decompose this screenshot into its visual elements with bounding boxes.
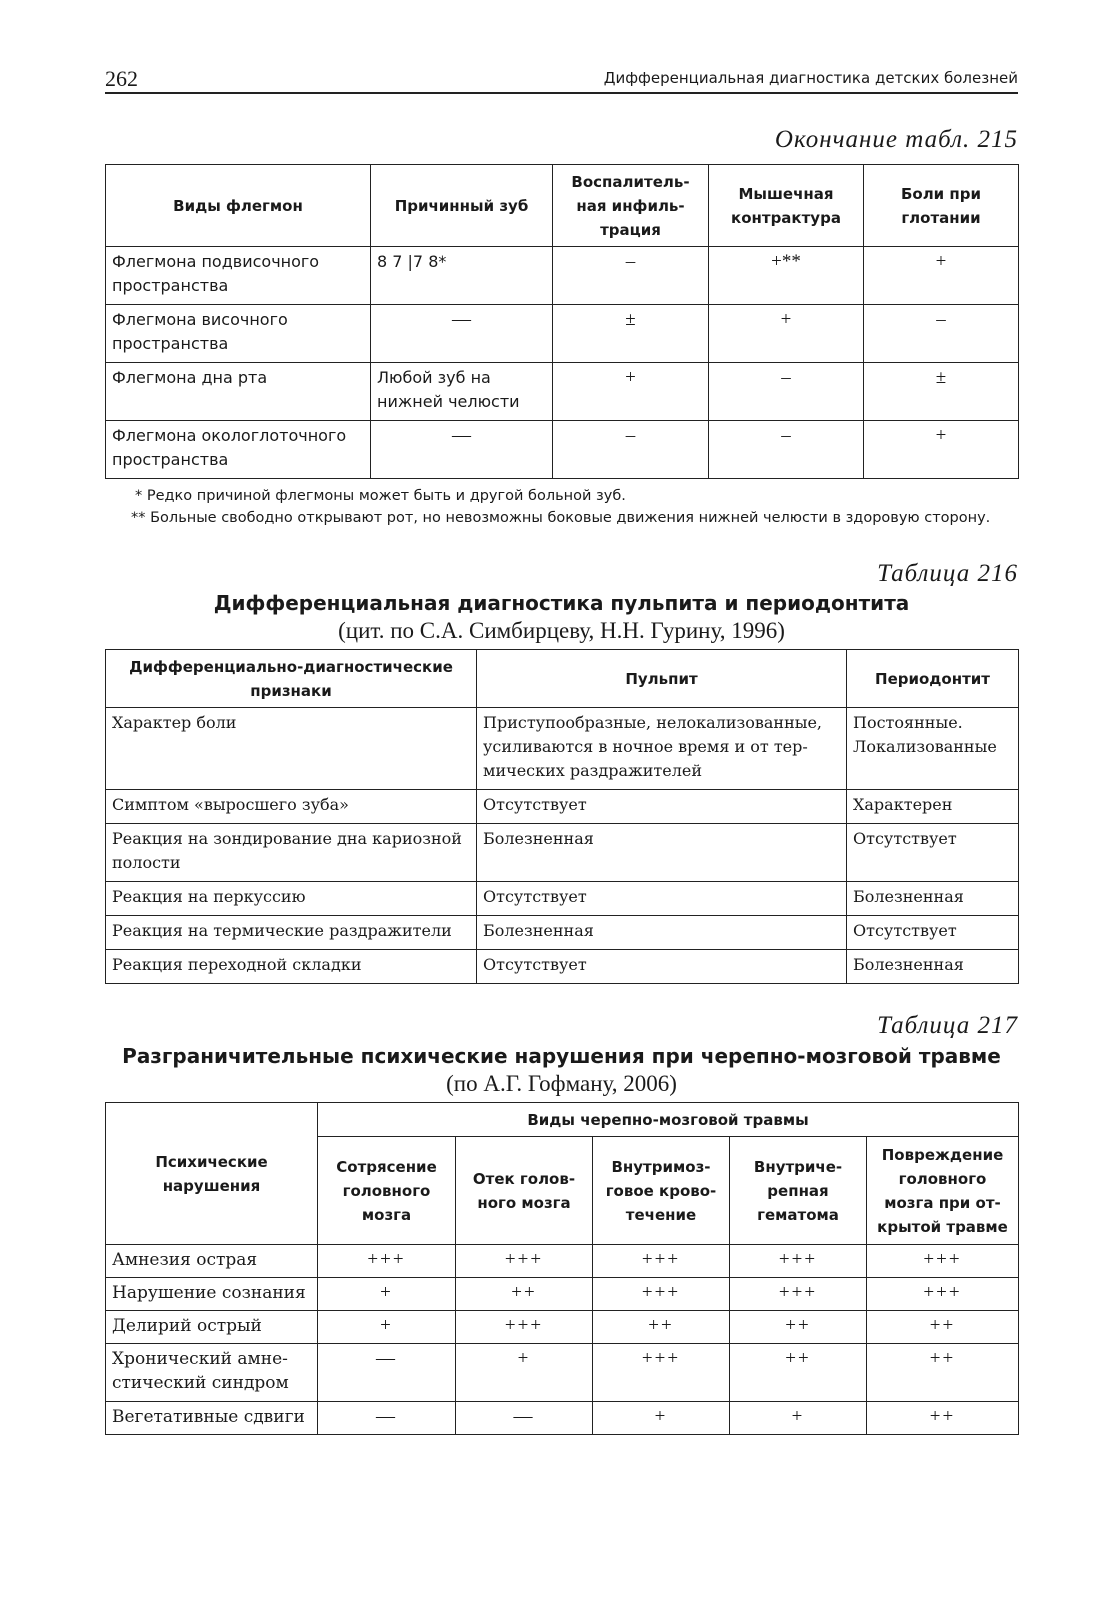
table-cell: Флегмона подвисочного пространства (106, 247, 371, 305)
table-row (106, 305, 1019, 363)
table-cell: + (709, 305, 864, 363)
table-cell: Отсутствует (477, 790, 847, 824)
page-number: 262 (105, 66, 138, 91)
table-cell: ++ (867, 1402, 1019, 1435)
table-215-caption: Окончание табл. 215 (774, 126, 1018, 153)
table-row (106, 1311, 1019, 1344)
table-cell: +++ (593, 1245, 730, 1278)
table-row (106, 363, 1019, 421)
table-cell: + (864, 421, 1019, 479)
table-216-subtitle: (цит. по С.А. Симбирцеву, Н.Н. Гурину, 1996) (338, 618, 785, 643)
table-row (106, 1278, 1019, 1311)
table-cell: +++ (867, 1245, 1019, 1278)
table-cell: Болезненная (847, 950, 1019, 984)
table-cell: – (553, 421, 709, 479)
column-header: Повреждение головного мозга при от-крытой травме (867, 1137, 1019, 1245)
table-cell: — (371, 305, 553, 363)
column-header: Отек голов-ного мозга (456, 1137, 593, 1245)
table-cell: Реакция на зондирование дна кариозной полости (106, 824, 477, 882)
table-cell: ++ (593, 1311, 730, 1344)
table-cell: +++ (318, 1245, 456, 1278)
table-cell: ++ (867, 1344, 1019, 1402)
table-row (106, 790, 1019, 824)
table-row (106, 708, 1019, 790)
table-header-row (106, 650, 1019, 708)
footnote: ** Больные свободно открывают рот, но невозможны боковые движения нижней челюсти в здоровую сторону. (131, 510, 991, 526)
table-cell: Реакция переходной складки (106, 950, 477, 984)
table-cell: Отсутствует (477, 882, 847, 916)
table-cell: ++ (456, 1278, 593, 1311)
table-cell: Флегмона височного пространства (106, 305, 371, 363)
table-cell: Любой зуб на нижней челюсти (371, 363, 553, 421)
table-216-caption: Таблица 216 (877, 560, 1018, 587)
table-217-subtitle: (по А.Г. Гофману, 2006) (446, 1071, 677, 1096)
table-row (106, 824, 1019, 882)
table-cell: Болезненная (477, 916, 847, 950)
table-217 (105, 1102, 1019, 1435)
column-group-header: Виды черепно-мозговой травмы (318, 1103, 1019, 1137)
table-cell: ++ (730, 1344, 867, 1402)
table-cell: Приступообразные, нелокализованные, усиливаются в ночное время и от тер-мических раздражителей (477, 708, 847, 790)
table-cell: Отсутствует (847, 916, 1019, 950)
table-cell: — (456, 1402, 593, 1435)
table-cell: – (553, 247, 709, 305)
table-cell: Делирий острый (106, 1311, 318, 1344)
column-header: Внутриче-репная гематома (730, 1137, 867, 1245)
table-216 (105, 649, 1019, 984)
table-217-title: Разграничительные психические нарушения при черепно-мозговой травме (122, 1044, 1001, 1068)
table-cell: ++ (730, 1311, 867, 1344)
table-cell: +++ (730, 1245, 867, 1278)
table-cell: + (318, 1311, 456, 1344)
column-header: Внутримоз-говое крово-течение (593, 1137, 730, 1245)
table-216-title: Дифференциальная диагностика пульпита и периодонтита (213, 591, 910, 615)
table-cell: + (456, 1344, 593, 1402)
table-cell: Болезненная (847, 882, 1019, 916)
book-page (105, 62, 1018, 1435)
table-cell: +++ (730, 1278, 867, 1311)
table-cell: — (318, 1344, 456, 1402)
table-cell: + (553, 363, 709, 421)
table-cell: 8 7 |7 8* (371, 247, 553, 305)
table-cell: Характер боли (106, 708, 477, 790)
table-cell: Болезненная (477, 824, 847, 882)
table-cell: – (709, 363, 864, 421)
running-header (105, 62, 1018, 94)
column-header: Мышечная контрактура (709, 165, 864, 247)
table-cell: +++ (456, 1245, 593, 1278)
table-cell: +++ (593, 1344, 730, 1402)
table-cell: Симптом «выросшего зуба» (106, 790, 477, 824)
table-header-row (106, 165, 1019, 247)
table-cell: Реакция на перкуссию (106, 882, 477, 916)
table-cell: — (371, 421, 553, 479)
table-cell: + (318, 1278, 456, 1311)
table-cell: +++ (456, 1311, 593, 1344)
table-cell: +++ (593, 1278, 730, 1311)
table-cell: Отсутствует (477, 950, 847, 984)
table-cell: + (864, 247, 1019, 305)
column-header: Пульпит (477, 650, 847, 708)
table-row (106, 1245, 1019, 1278)
table-cell: Флегмона окологлоточного пространства (106, 421, 371, 479)
table-cell: + (730, 1402, 867, 1435)
table-cell: – (709, 421, 864, 479)
table-row (106, 950, 1019, 984)
table-cell: +++ (867, 1278, 1019, 1311)
table-row (106, 916, 1019, 950)
table-cell: – (864, 305, 1019, 363)
table-cell: +** (709, 247, 864, 305)
table-cell: Нарушение сознания (106, 1278, 318, 1311)
table-cell: ± (864, 363, 1019, 421)
table-cell: Хронический амне-стический синдром (106, 1344, 318, 1402)
column-header: Сотрясение головного мозга (318, 1137, 456, 1245)
table-cell: — (318, 1402, 456, 1435)
table-cell: Характерен (847, 790, 1019, 824)
column-header: Причинный зуб (371, 165, 553, 247)
table-row (106, 882, 1019, 916)
column-header: Периодонтит (847, 650, 1019, 708)
table-cell: Амнезия острая (106, 1245, 318, 1278)
table-215 (105, 164, 1019, 479)
table-header-row (106, 1103, 1019, 1137)
table-cell: Реакция на термические раздражители (106, 916, 477, 950)
table-row (106, 421, 1019, 479)
row-header-label: Психические нарушения (106, 1103, 318, 1245)
table-cell: ++ (867, 1311, 1019, 1344)
table-cell: Отсутствует (847, 824, 1019, 882)
table-row (106, 1344, 1019, 1402)
table-cell: + (593, 1402, 730, 1435)
table-row (106, 247, 1019, 305)
table-cell: Вегетативные сдвиги (106, 1402, 318, 1435)
table-cell: ± (553, 305, 709, 363)
column-header: Дифференциально-диагностические признаки (106, 650, 477, 708)
table-217-caption: Таблица 217 (877, 1012, 1018, 1039)
table-215-footnotes (105, 485, 1018, 529)
footnote: * Редко причиной флегмоны может быть и другой больной зуб. (135, 488, 626, 504)
column-header: Воспалитель-ная инфиль-трация (553, 165, 709, 247)
table-cell: Постоянные. Локализованные (847, 708, 1019, 790)
column-header: Боли при глотании (864, 165, 1019, 247)
running-title: Дифференциальная диагностика детских болезней (603, 69, 1018, 87)
table-row (106, 1402, 1019, 1435)
table-cell: Флегмона дна рта (106, 363, 371, 421)
column-header: Виды флегмон (106, 165, 371, 247)
